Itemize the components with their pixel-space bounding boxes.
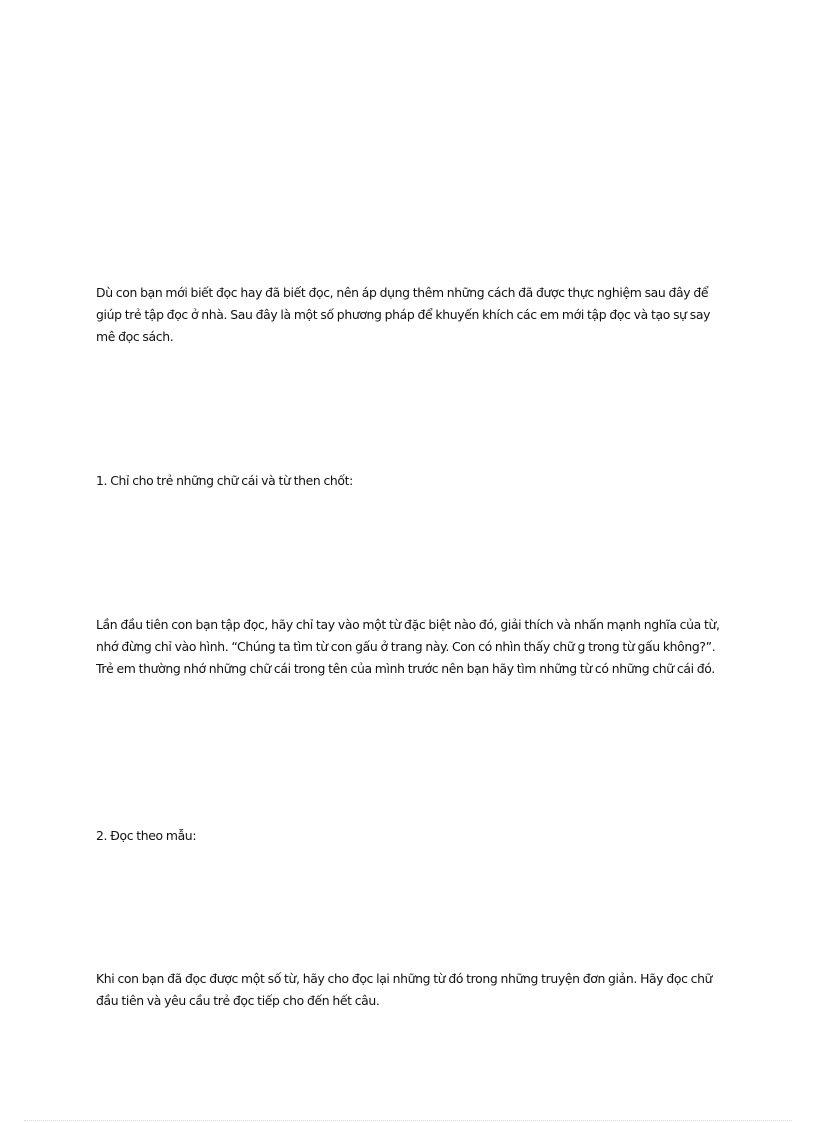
page-bottom-divider [24, 1120, 792, 1121]
section-1-heading: 1. Chỉ cho trẻ những chữ cái và từ then chốt: [96, 473, 353, 488]
section-2-paragraph: Khi con bạn đã đọc được một số từ, hãy cho đọc lại những từ đó trong những truyện đơn giản. Hãy đọc chữ đầu tiên và yêu cầu trẻ đọc tiếp cho đến hết câu. [96, 971, 713, 1008]
intro-paragraph: Dù con bạn mới biết đọc hay đã biết đọc, nên áp dụng thêm những cách đã được thực nghiệm sau đây để giúp trẻ tập đọc ở nhà. Sau đây là một số phương pháp để khuyến khích các em mới tập đọc và tạo sự say mê đọc sách. [96, 285, 711, 344]
section-2-heading: 2. Đọc theo mẫu: [96, 828, 197, 843]
section-1-paragraph: Lần đầu tiên con bạn tập đọc, hãy chỉ tay vào một từ đặc biệt nào đó, giải thích và nhấn mạnh nghĩa của từ, nhớ đừng chỉ vào hình. “Chúng ta tìm từ con gấu ở trang này. Con có nhìn thấy chữ g trong từ gấu không?”. Trẻ em thường nhớ những chữ cái trong tên của mình trước nên bạn hãy tìm những từ có những chữ cái đó. [96, 617, 720, 676]
